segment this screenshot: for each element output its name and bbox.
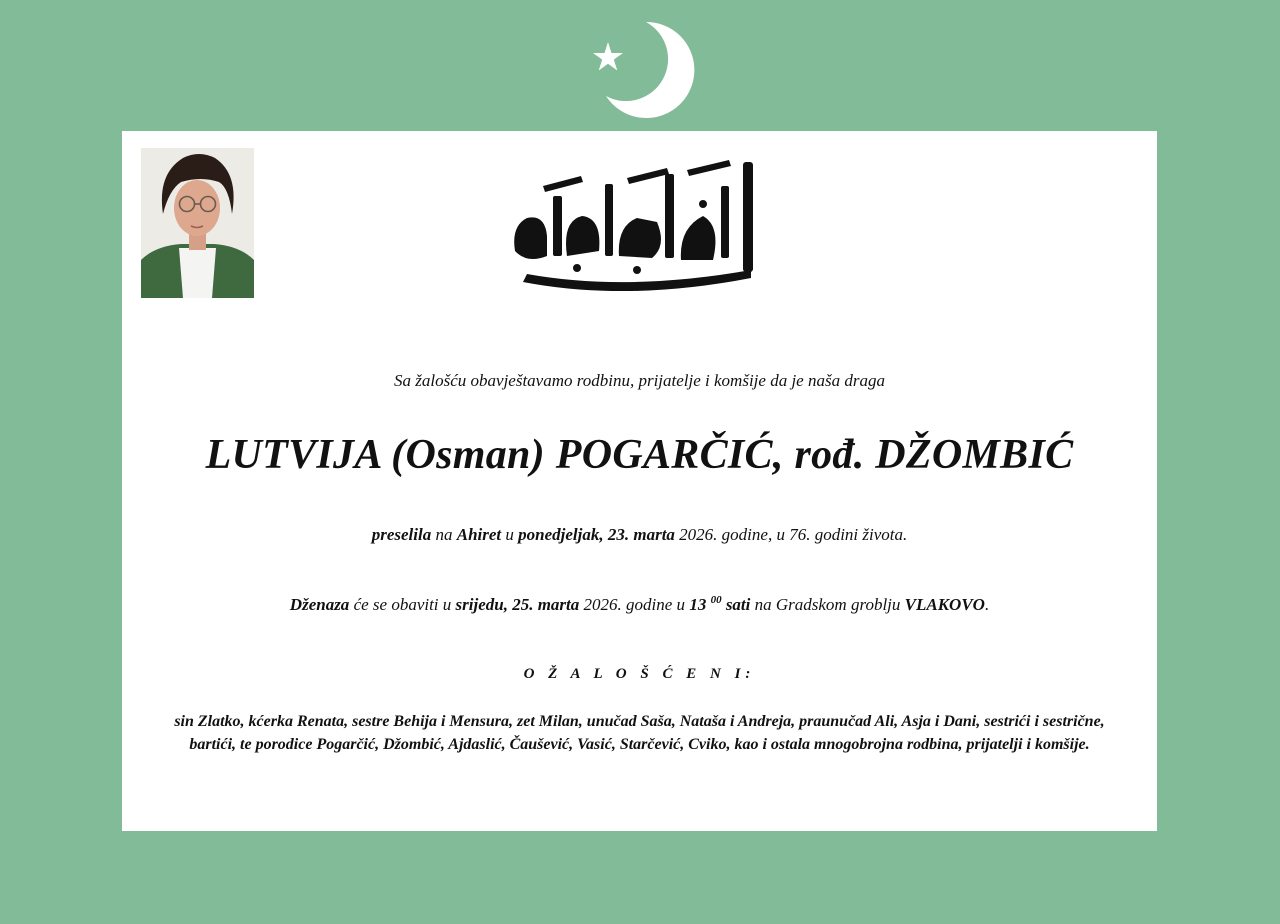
portrait-photo [141,148,254,298]
mourners-heading: O Ž A L O Š Ć E N I: [523,666,756,682]
death-announcement: preselila na Ahiret u ponedjeljak, 23. marta 2026. godine, u 76. godini života. [371,525,908,544]
mourners-list: sin Zlatko, kćerka Renata, sestre Behija i Mensura, zet Milan, unučad Saša, Nataša i Andreja, praunučad Ali, Asja i Dani, sestrići i sestrične, bartići, te porodice Pogarčić, Džombić, Ajdaslić, Čaušević, Vasić, Starčević, Cviko, kao i ostala mnogobrojna rodbina, prijatelji i komšije. [174,713,1105,753]
intro-text: Sa žalošću obavještavamo rodbinu, prijatelje i komšije da je naša draga [394,371,885,390]
deceased-name: LUTVIJA (Osman) POGARČIĆ, rođ. DŽOMBIĆ [205,432,1074,478]
funeral-announcement: Dženaza će se obaviti u srijedu, 25. marta 2026. godine u 13 $^{00}$ sati na Gradskom groblju VLAKOVO. [289,594,990,614]
crescent-star-icon [586,16,696,120]
obituary-sheet [122,131,1157,831]
arabic-calligraphy-icon [507,156,777,291]
